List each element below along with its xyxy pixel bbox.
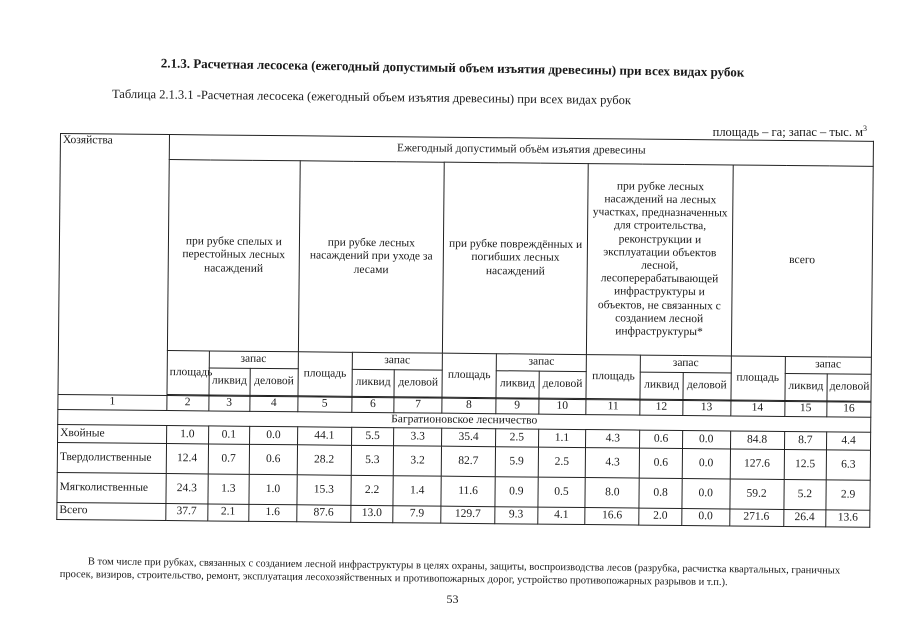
- column-number: 8: [442, 398, 496, 414]
- table-cell: 5.5: [351, 427, 394, 445]
- page-number: 53: [446, 592, 459, 606]
- table-cell: 26.4: [783, 509, 826, 526]
- header-business: деловой: [827, 374, 871, 401]
- table-cell: 1.6: [249, 504, 297, 521]
- column-number: 9: [496, 399, 539, 414]
- footnote-text: В том числе при рубках, связанных с созданием лесной инфраструктуры в целях охраны, защиты, воспроизводства лесов (разрубка, расчистка квартальных, граничных просек, визиров, строительство, ремонт, эксплуатация лесохозяйственных и противопожарных дорог, устройство противопожарных разрывов и т.п.).: [59, 556, 841, 588]
- table-cell: 0.5: [537, 477, 585, 507]
- table-cell: 28.2: [297, 445, 351, 476]
- table-cell: 2.5: [538, 447, 586, 477]
- table-cell: 59.2: [729, 479, 783, 510]
- table-cell: 2.1: [207, 504, 249, 521]
- table-cell: 44.1: [297, 427, 351, 446]
- column-number: 15: [784, 401, 827, 416]
- table-cell: 3.3: [394, 428, 442, 446]
- table-cell: 2.0: [639, 508, 682, 525]
- units-note: [713, 124, 867, 140]
- header-business: деловой: [539, 371, 587, 398]
- table-cell: 13.0: [351, 505, 394, 522]
- table-cell: 0.0: [682, 448, 730, 478]
- table-cell: 15.3: [297, 475, 351, 506]
- column-number: 13: [683, 400, 731, 415]
- header-stock: запас: [352, 352, 442, 370]
- table-cell: 2.5: [496, 429, 539, 447]
- row-name: Хвойные: [58, 424, 167, 443]
- table-cell: 127.6: [730, 449, 784, 480]
- table-cell: 0.6: [640, 430, 683, 448]
- table-cell: 11.6: [441, 476, 495, 507]
- header-business: деловой: [394, 370, 442, 397]
- table-cell: 271.6: [729, 509, 783, 527]
- table-cell: 16.6: [585, 508, 639, 526]
- table-cell: 37.7: [166, 504, 208, 521]
- header-stock: запас: [496, 354, 586, 372]
- table-cell: 82.7: [441, 446, 495, 477]
- table-cell: 35.4: [442, 428, 496, 447]
- table-caption: Таблица 2.1.3.1 -Расчетная лесосека (ежегодный объем изъятия древесины) при всех видах рубок: [111, 86, 632, 108]
- header-area: площадь: [167, 351, 209, 395]
- table-cell: 5.9: [495, 447, 538, 477]
- header-stock: запас: [640, 355, 730, 373]
- harvest-table: [56, 133, 874, 528]
- column-number: 16: [827, 402, 871, 417]
- table-cell: 2.2: [351, 475, 394, 505]
- table-cell: 84.8: [730, 431, 784, 450]
- table-cell: 4.4: [827, 432, 871, 450]
- column-number: 4: [250, 396, 298, 411]
- table-cell: 6.3: [826, 450, 870, 480]
- table-cell: 7.9: [393, 506, 441, 523]
- header-area: площадь: [298, 352, 352, 397]
- header-stock: запас: [209, 351, 298, 369]
- header-liquid: ликвид: [208, 368, 250, 395]
- table-cell: 0.6: [639, 448, 682, 478]
- table-cell: 5.3: [351, 445, 394, 475]
- units-text: площадь – га; запас – тыс. м: [712, 125, 863, 140]
- row-name: Всего: [57, 502, 166, 520]
- units-superscript: 3: [863, 124, 867, 133]
- table-cell: 9.3: [495, 507, 538, 524]
- header-liquid: ликвид: [496, 371, 539, 398]
- header-liquid: ликвид: [784, 373, 827, 400]
- table-cell: 87.6: [297, 505, 351, 523]
- column-number: 3: [208, 396, 250, 411]
- column-number: 2: [167, 396, 209, 411]
- header-area: площадь: [731, 356, 785, 401]
- table-cell: 3.2: [394, 446, 442, 476]
- footnote: [60, 556, 870, 591]
- header-liquid: ликвид: [352, 369, 395, 396]
- table-cell: 24.3: [166, 474, 208, 504]
- table-cell: 0.0: [682, 508, 730, 525]
- table-cell: 4.1: [537, 507, 585, 524]
- section-heading: 2.1.3. Расчетная лесосека (ежегодный допустимый объем изъятия древесины) при всех видах рубок: [160, 55, 745, 80]
- header-group-mature: при рубке спелых и перестойных лесных насаждений: [167, 160, 300, 352]
- column-number: 10: [538, 399, 586, 414]
- header-business: деловой: [683, 372, 731, 399]
- header-area: площадь: [586, 355, 640, 400]
- table-cell: 4.3: [586, 448, 640, 479]
- header-group-care: при рубке лесных насаждений при уходе за лесами: [298, 161, 444, 353]
- table-cell: 2.9: [826, 480, 870, 510]
- table-cell: 12.5: [784, 449, 827, 479]
- table-cell: 0.1: [208, 426, 250, 444]
- column-number: 12: [640, 400, 683, 415]
- table-cell: 0.8: [639, 478, 682, 508]
- header-liquid: ликвид: [640, 372, 683, 399]
- table-cell: 0.0: [250, 426, 298, 444]
- table-cell: 1.0: [249, 474, 297, 504]
- table-cell: 1.0: [167, 426, 209, 444]
- table-cell: 1.4: [393, 476, 441, 506]
- table-cell: 0.7: [208, 444, 250, 474]
- table-cell: 1.1: [538, 429, 586, 447]
- header-area: площадь: [442, 353, 496, 398]
- table-cell: 1.3: [207, 474, 249, 504]
- section-forestry: Багратионовское лесничество: [58, 409, 871, 432]
- header-farms: Хозяйства: [58, 134, 169, 396]
- table-cell: 8.0: [585, 478, 639, 509]
- header-group-total: всего: [731, 165, 873, 357]
- harvest-table-wrapper: [56, 133, 874, 528]
- column-number: 5: [298, 397, 352, 413]
- table-cell: 4.3: [586, 430, 640, 449]
- header-main: Ежегодный допустимый объём изъятия древесины: [169, 135, 873, 167]
- table-cell: 0.9: [495, 477, 538, 507]
- table-cell: 0.6: [249, 444, 297, 474]
- column-number: 7: [394, 398, 442, 413]
- table-cell: 0.0: [682, 478, 730, 508]
- table-cell: 129.7: [441, 506, 495, 524]
- row-name: Мягколиственные: [57, 472, 166, 503]
- table-cell: 5.2: [783, 479, 826, 509]
- table-cell: 0.0: [682, 430, 730, 448]
- table-cell: 8.7: [784, 431, 827, 449]
- row-name: Твердолиственные: [57, 442, 166, 473]
- column-number: 11: [586, 400, 640, 416]
- header-group-damaged: при рубке повреждённых и погибших лесных насаждений: [442, 162, 588, 354]
- header-stock: запас: [785, 356, 872, 374]
- table-cell: 13.6: [826, 510, 870, 527]
- header-business: деловой: [250, 368, 298, 395]
- header-group-infrastructure: при рубке лесных насаждений на лесных участках, предназначенных для строительства, реконструкции и эксплуатации объектов лесной, лесоперерабатывающей инфраструктуры и объектов, не связанных с созданием лесной инфраструктуры*: [587, 164, 733, 356]
- column-number: 6: [352, 397, 395, 412]
- table-cell: 12.4: [166, 444, 208, 474]
- column-number: 1: [58, 394, 167, 410]
- column-number: 14: [730, 401, 784, 417]
